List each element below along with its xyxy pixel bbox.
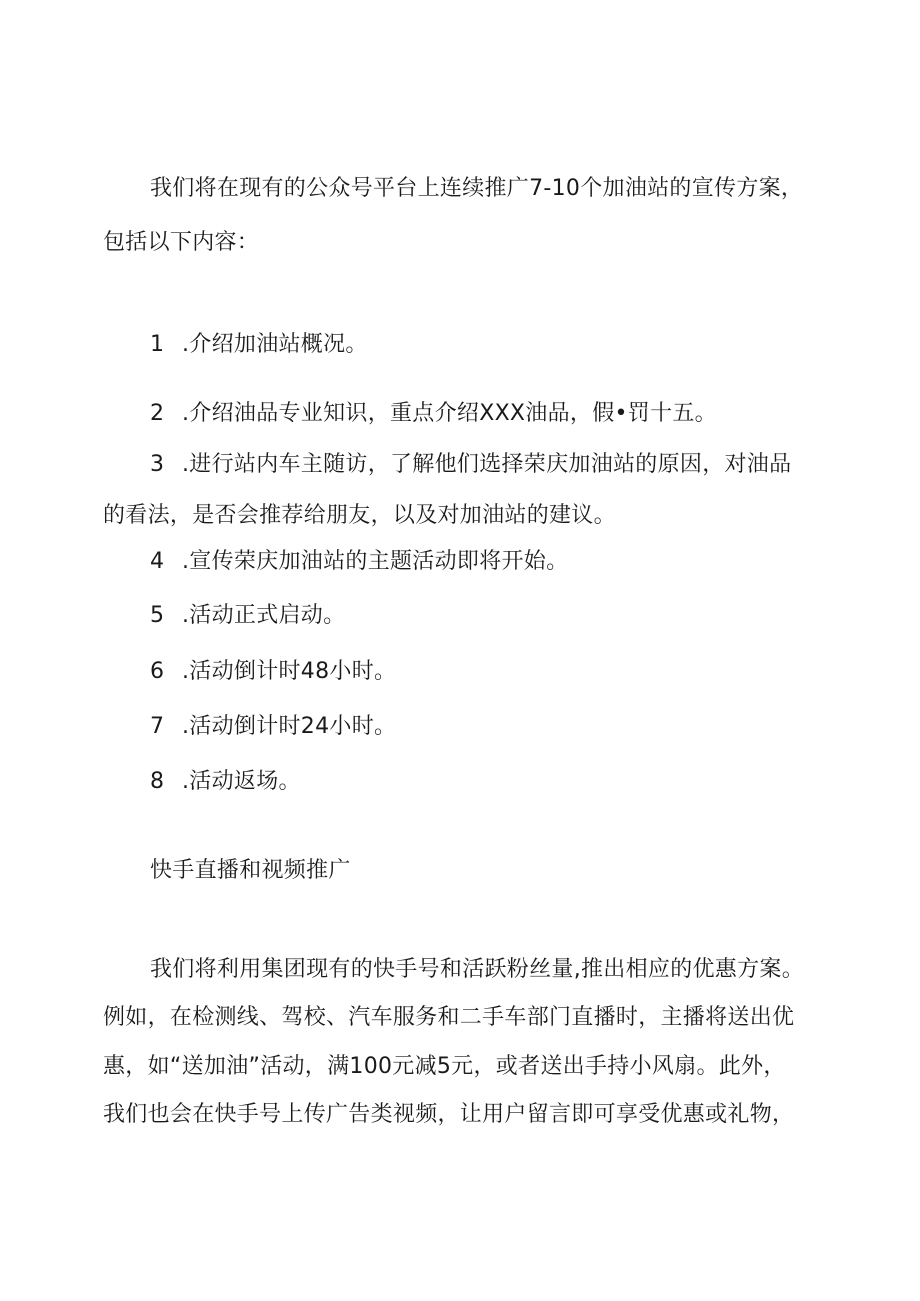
- intro-line-2: 包括以下内容：: [103, 230, 260, 255]
- list-item-1: [150, 331, 368, 359]
- kuaishou-line-3: 惠，如“送加油”活动，满100元减5元，或者送出手持小风扇。此外，: [103, 1054, 786, 1079]
- list-text: .宣传荣庆加油站的主题活动即将开始。: [182, 549, 569, 574]
- intro-line-1: 我们将在现有的公众号平台上连续推广7-10个加油站的宣传方案，: [150, 176, 804, 201]
- list-text: .活动正式启动。: [182, 603, 346, 628]
- list-item-6: [150, 658, 396, 686]
- list-text: .活动倒计时48小时。: [182, 659, 397, 684]
- kuaishou-line-2: 例如，在检测线、驾校、汽车服务和二手车部门直播时，主播将送出优: [103, 1005, 795, 1030]
- list-item-5: [150, 602, 345, 630]
- list-text: .进行站内车主随访，了解他们选择荣庆加油站的原因，对油品: [182, 452, 792, 477]
- list-number: 1: [150, 332, 165, 357]
- list-number: 7: [150, 714, 165, 739]
- list-item-7: [150, 713, 396, 741]
- list-item-4: [150, 548, 568, 576]
- list-number: 3: [150, 452, 165, 477]
- list-text: .介绍油品专业知识，重点介绍XXX油品，假•罚十五。: [182, 401, 717, 426]
- section-heading: 快手直播和视频推广: [150, 858, 351, 883]
- list-item-2: [150, 400, 717, 428]
- list-text: .介绍加油站概况。: [182, 332, 368, 357]
- list-number: 4: [150, 549, 165, 574]
- list-item-8: [150, 768, 301, 796]
- list-number: 2: [150, 401, 165, 426]
- list-number: 6: [150, 659, 165, 684]
- list-text: .活动返场。: [182, 769, 301, 794]
- list-number: 5: [150, 603, 165, 628]
- list-item-3-continuation: 的看法，是否会推荐给朋友，以及对加油站的建议。: [103, 503, 616, 528]
- kuaishou-line-4: 我们也会在快手号上传广告类视频，让用户留言即可享受优惠或礼物，: [103, 1102, 795, 1127]
- list-item-3: [150, 451, 791, 479]
- list-text: .活动倒计时24小时。: [182, 714, 397, 739]
- kuaishou-line-1: 我们将利用集团现有的快手号和活跃粉丝量,推出相应的优惠方案。: [150, 957, 804, 982]
- list-number: 8: [150, 769, 165, 794]
